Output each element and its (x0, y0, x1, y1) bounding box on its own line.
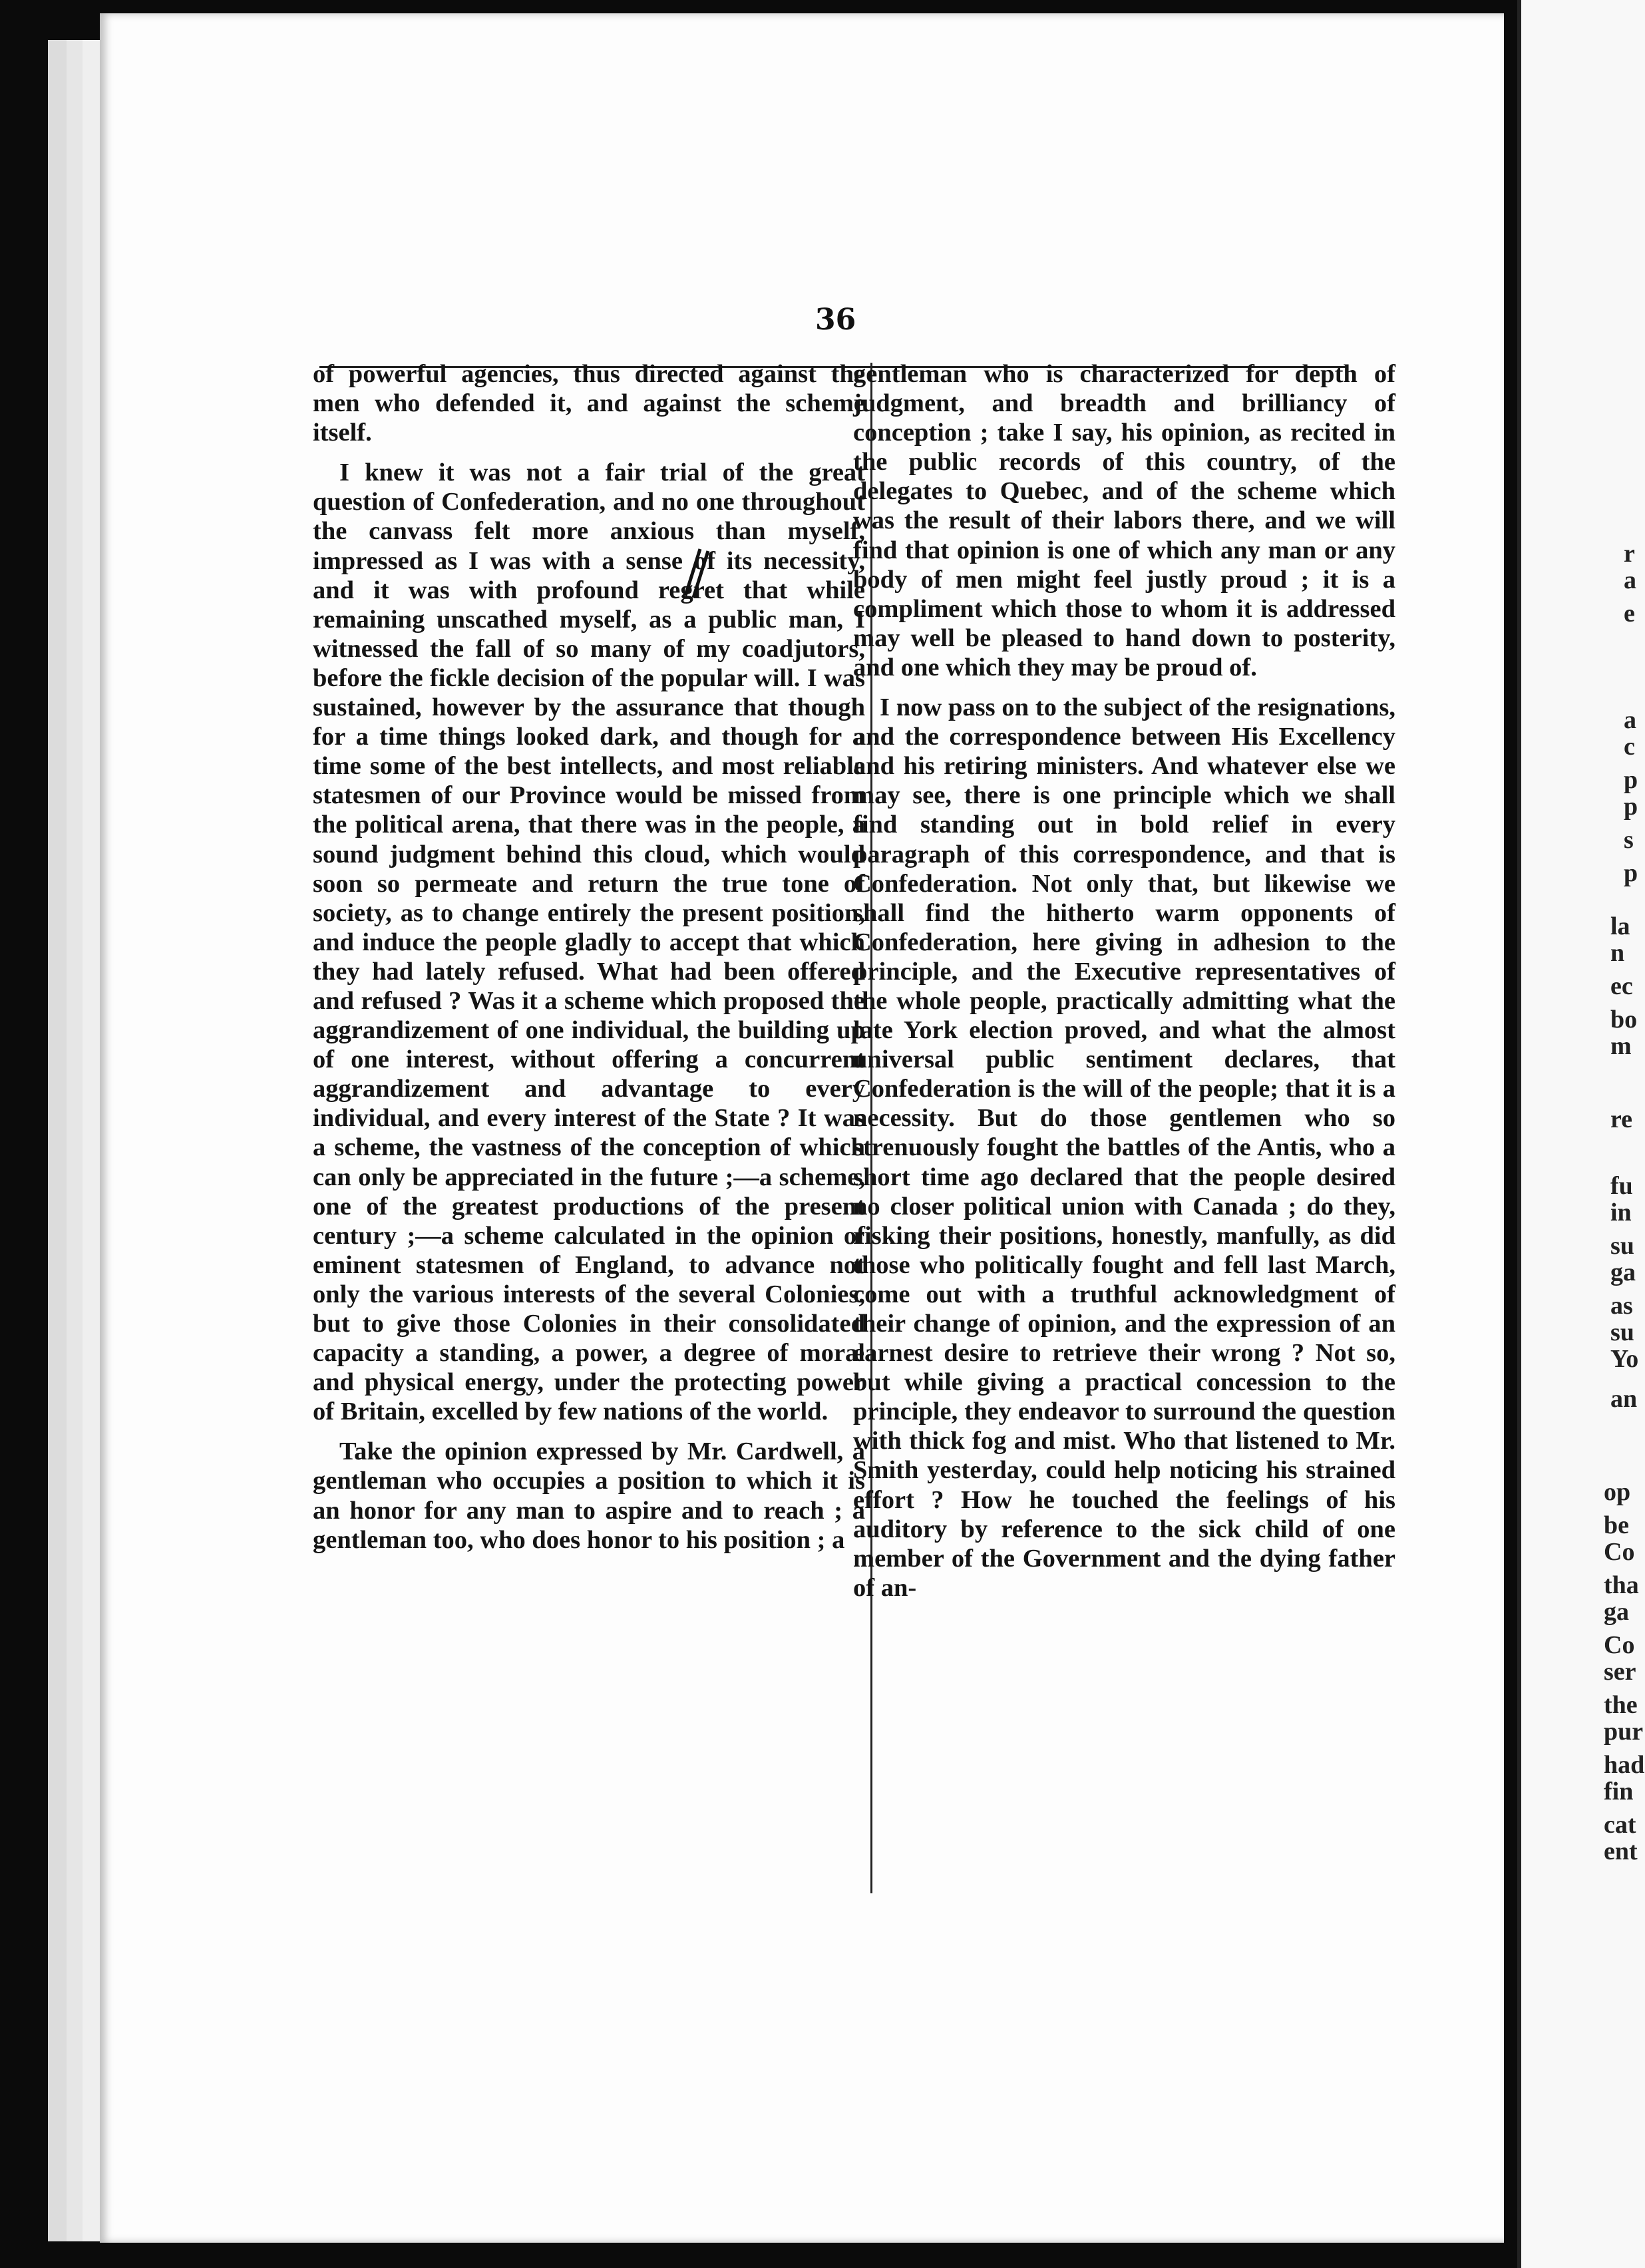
facing-page-fragment: ser (1604, 1658, 1636, 1686)
facing-page-fragment: fu (1610, 1172, 1633, 1200)
handwritten-mark (673, 546, 713, 599)
facing-page-fragment: cat (1604, 1811, 1636, 1839)
facing-page-fragment: tha (1604, 1571, 1639, 1599)
facing-page-fragment: a (1624, 566, 1636, 594)
right-column (853, 359, 1395, 1613)
facing-page-fragment: ga (1610, 1258, 1636, 1286)
facing-page-fragment: ec (1610, 972, 1633, 1000)
facing-page-fragment: su (1610, 1232, 1634, 1260)
facing-page (1517, 0, 1645, 2268)
page-number: 36 (815, 303, 856, 337)
facing-page-fragment: ent (1604, 1837, 1638, 1865)
paragraph: Take the opinion expressed by Mr. Cardwell, a gentleman who occupies a position to which it is an honor for any man to aspire and to reach ; a gentleman too, who does honor to his position ; a (313, 1437, 865, 1554)
facing-page-fragment: n (1610, 939, 1625, 967)
paragraph: I knew it was not a fair trial of the great question of Confederation, and no one throughout the canvass felt more anxious than myself, impressed as I was with a sense of its necessity, and it was with profound regret that while remaining unscathed myself, as a public man, I witnessed the fall of so many of my coadjutors, before the fickle decision of the popular will. I was sustained, however by the assurance that though for a time things looked dark, and though for a time some of the best intellects, and most reliable statesmen of our Province would be missed from the political arena, that there was in the people, a sound judgment behind this cloud, which would soon so permeate and return the true tone of society, as to change entirely the present position, and induce the people gladly to accept that which they had lately refused. What had been offered and refused ? Was it a scheme which proposed the aggrandizement of one individual, the building up of one interest, without offering a concurrent aggrandizement and advantage to every individual, and every interest of the State ? It was a scheme, the vastness of the conception of which can only be appreciated in the future ;—a scheme, one of the greatest productions of the present century ;—a scheme calculated in the opinion of eminent statesmen of England, to advance not only the various interests of the several Colonies, but to give those Colonies in their consolidated capacity a standing, a power, a degree of moral and physical energy, under the protecting power of Britain, excelled by few nations of the world. (313, 459, 865, 1426)
facing-page-fragment: bo (1610, 1006, 1638, 1034)
facing-page-fragment: the (1604, 1691, 1638, 1719)
facing-page-fragment: c (1624, 733, 1635, 761)
facing-page-fragment: a (1624, 706, 1636, 734)
facing-page-fragment: be (1604, 1511, 1629, 1539)
facing-page-fragment: an (1610, 1385, 1638, 1413)
facing-page-fragment: as (1610, 1292, 1633, 1320)
facing-page-fragment: fin (1604, 1778, 1634, 1805)
paragraph: of powerful agencies, thus directed against the men who defended it, and against the scheme itself. (313, 360, 865, 447)
facing-page-fragment: p (1624, 859, 1638, 887)
facing-page-fragment: pur (1604, 1718, 1644, 1746)
facing-page-fragment: m (1610, 1032, 1632, 1060)
facing-page-fragment: su (1610, 1318, 1634, 1346)
facing-page-fragment: r (1624, 540, 1635, 568)
facing-page-fragment: Yo (1610, 1345, 1639, 1373)
facing-page-fragment: p (1624, 793, 1638, 821)
facing-page-fragment: ga (1604, 1598, 1629, 1626)
facing-page-fragment: Co (1604, 1538, 1635, 1566)
facing-page-fragment: had (1604, 1751, 1645, 1779)
paragraph: gentleman who is characterized for depth of judgment, and breadth and brilliancy of conception ; take I say, his opinion, as recited in the public records of this country, of the delegates to Quebec, and of the scheme which was the result of their labors there, and we will find that opinion is one of which any man or any body of men might feel justly proud ; it is a compliment which those to whom it is addressed may well be pleased to hand down to posterity, and one which they may be proud of. (853, 360, 1395, 681)
facing-page-fragment: op (1604, 1478, 1631, 1506)
facing-page-fragment: p (1624, 766, 1638, 794)
facing-page-fragment: re (1610, 1105, 1633, 1133)
facing-page-fragment: in (1610, 1199, 1632, 1227)
left-column (313, 359, 865, 1565)
facing-page-fragment: la (1610, 912, 1630, 940)
facing-page-fragment: s (1624, 826, 1634, 854)
facing-page-fragment: Co (1604, 1631, 1635, 1659)
facing-page-fragment: e (1624, 600, 1635, 628)
paragraph: I now pass on to the subject of the resignations, and the correspondence between His Excellency and his retiring ministers. And whatever else we may see, there is one principle which we shall find standing out in bold relief in every paragraph of this correspondence, and that is Confederation. Not only that, but likewise we shall find the hitherto warm opponents of Confederation, here giving in adhesion to the principle, and the Executive representatives of the whole people, practically admitting what the late York election proved, and what the almost universal public sentiment declares, that Confederation is the will of the people; that it is a necessity. But do those gentlemen who so strenuously fought the battles of the Antis, who a short time ago declared that the people desired no closer political union with Canada ; do they, risking their positions, honestly, manfully, as did those who politically fought and fell last March, come out with a truthful acknowledgment of their change of opinion, and the expression of an earnest desire to retrieve their wrong ? Not so, but while giving a practical concession to the principle, they endeavor to surround the question with thick fog and mist. Who that listened to Mr. Smith yesterday, could help noticing his strained effort ? How he touched the feelings of his auditory by reference to the sick child of one member of the Government and the dying father of an- (853, 693, 1395, 1602)
